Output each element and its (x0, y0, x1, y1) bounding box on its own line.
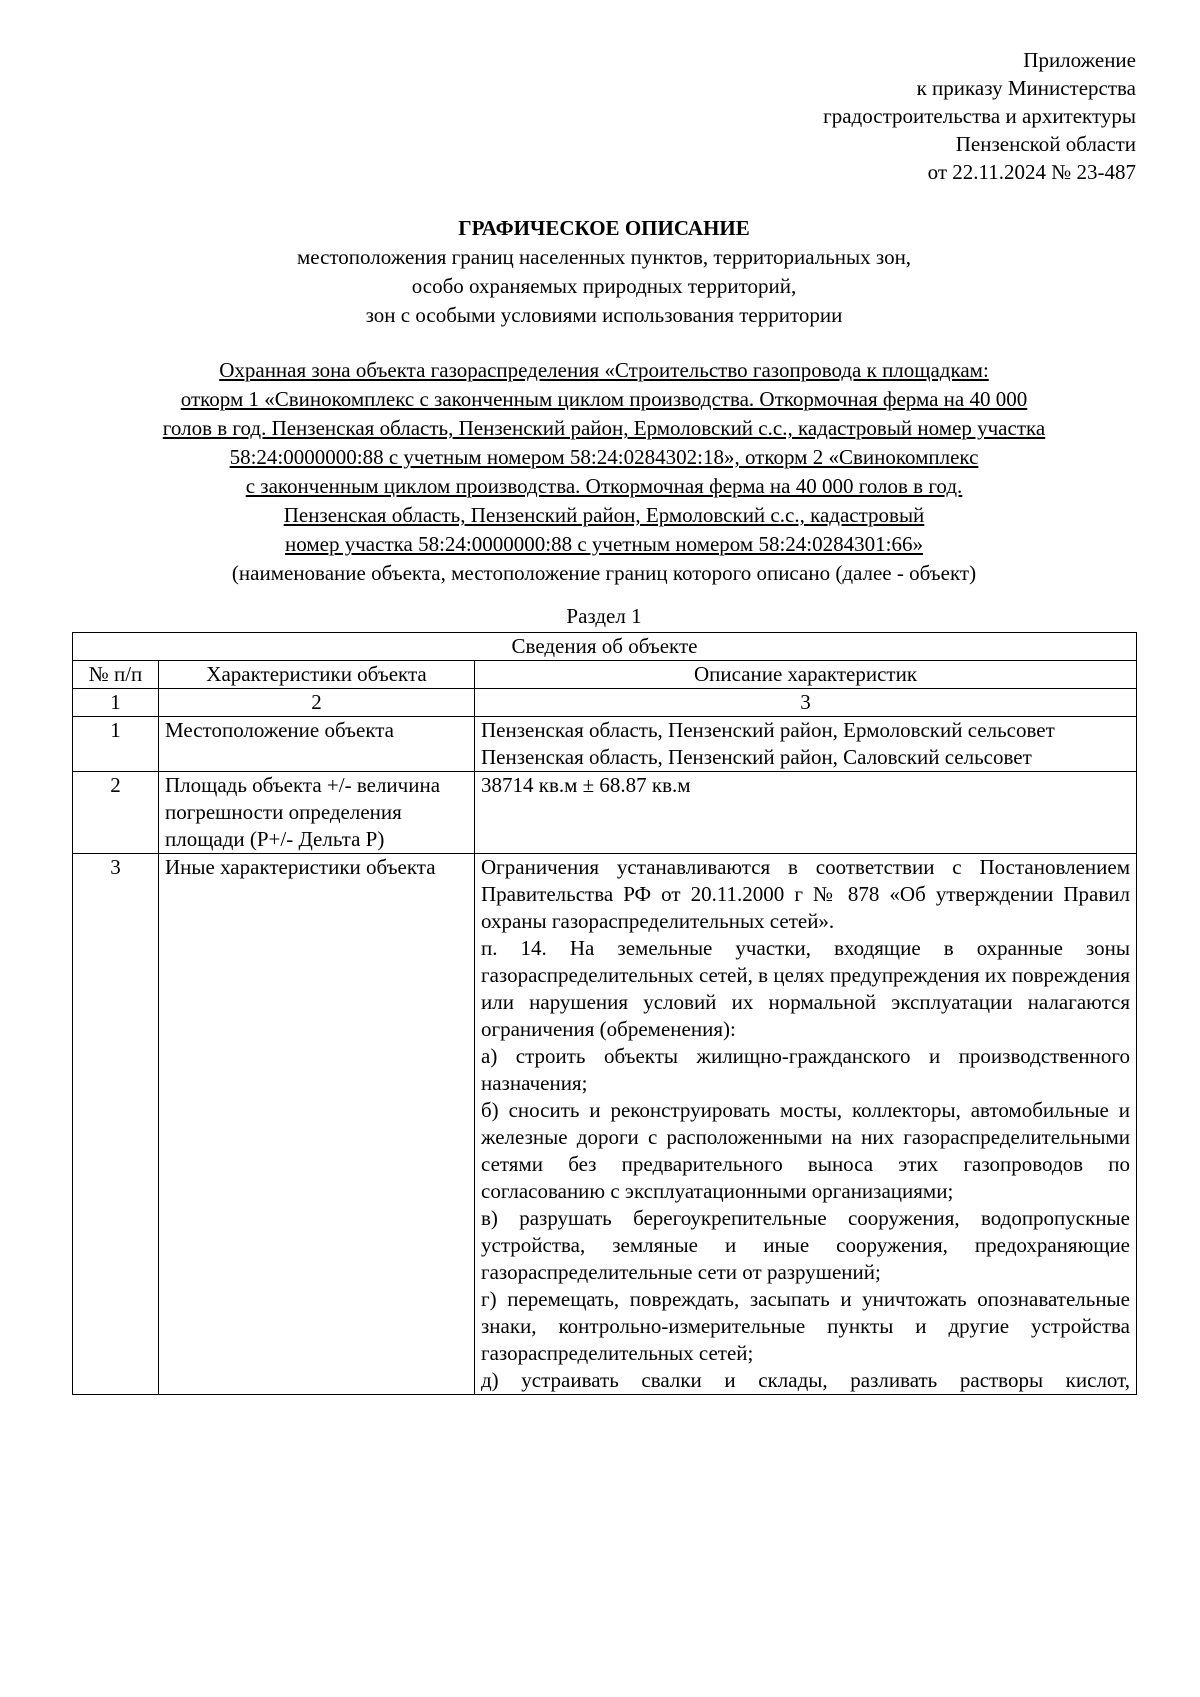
description-paragraph: 38714 кв.м ± 68.87 кв.м (481, 773, 691, 797)
object-name-line: голов в год. Пензенская область, Пензенский район, Ермоловский с.с., кадастровый номер участка (162, 416, 1046, 440)
document-subtitle-line: зон с особыми условиями использования территории (365, 303, 843, 327)
document-title-block (72, 214, 1136, 330)
description-paragraph: д) устраивать свалки и склады, разливать растворы кислот, (481, 1368, 1130, 1392)
description-paragraph: б) сносить и реконструировать мосты, коллекторы, автомобильные и железные дороги с расположенными на них газораспределительными сетями без предварительного выноса этих газопроводов по согласованию с эксплуатационными организациями; (481, 1098, 1130, 1203)
object-name-line: откорм 1 «Свинокомплекс с законченным циклом производства. Откормочная ферма на 40 000 (180, 387, 1028, 411)
column-number: 1 (73, 689, 159, 717)
table-caption: Сведения об объекте (73, 633, 1137, 661)
row-characteristic: Иные характеристики объекта (159, 854, 475, 1395)
approval-line: градостроительства и архитектуры (823, 104, 1136, 128)
approval-line: от 22.11.2024 № 23-487 (927, 160, 1136, 184)
header-characteristic: Характеристики объекта (159, 661, 475, 689)
description-paragraph: Пензенская область, Пензенский район, Ермоловский сельсовет (481, 718, 1055, 742)
table-header-row (73, 661, 1137, 689)
object-info-table (72, 632, 1137, 1395)
document-subtitle-line: местоположения границ населенных пунктов, территориальных зон, (296, 245, 912, 269)
section-heading: Раздел 1 (566, 604, 642, 628)
row-number: 1 (73, 717, 159, 772)
description-paragraph: г) перемещать, повреждать, засыпать и уничтожать опознавательные знаки, контрольно-измерительные пункты и другие устройства газораспределительных сетей; (481, 1287, 1130, 1365)
approval-line: Приложение (1023, 48, 1136, 72)
document-title: ГРАФИЧЕСКОЕ ОПИСАНИЕ (458, 216, 750, 240)
description-paragraph: в) разрушать берегоукрепительные сооружения, водопропускные устройства, земляные и иные сооружения, предохраняющие газораспределительные сети от разрушений; (481, 1206, 1130, 1284)
approval-block (616, 46, 1136, 186)
row-number: 3 (73, 854, 159, 1395)
row-description (475, 772, 1137, 854)
object-name-line: с законченным циклом производства. Откормочная ферма на 40 000 голов в год. (245, 474, 963, 498)
description-paragraph: Ограничения устанавливаются в соответствии с Постановлением Правительства РФ от 20.11.2000 г № 878 «Об утверждении Правил охраны газораспределительных сетей». (481, 855, 1130, 933)
table-row (73, 854, 1137, 1395)
object-name-note: (наименование объекта, местоположение границ которого описано (далее - объект) (231, 561, 977, 585)
row-characteristic: Площадь объекта +/- величина погрешности определения площади (P+/- Дельта P) (159, 772, 475, 854)
approval-line: Пензенской области (955, 132, 1136, 156)
object-name-block (72, 356, 1136, 588)
row-number: 2 (73, 772, 159, 854)
object-name-line: 58:24:0000000:88 с учетным номером 58:24:0284302:18», откорм 2 «Свинокомплекс (229, 445, 979, 469)
approval-line: к приказу Министерства (916, 76, 1136, 100)
document-subtitle-line: особо охраняемых природных территорий, (411, 274, 797, 298)
object-name-line: номер участка 58:24:0000000:88 с учетным номером 58:24:0284301:66» (285, 532, 923, 556)
table-column-number-row (73, 689, 1137, 717)
header-description: Описание характеристик (475, 661, 1137, 689)
column-number: 2 (159, 689, 475, 717)
description-paragraph: п. 14. На земельные участки, входящие в охранные зоны газораспределительных сетей, в целях предупреждения их повреждения или нарушения условий их нормальной эксплуатации налагаются ограничения (обременения): (481, 936, 1130, 1041)
column-number: 3 (475, 689, 1137, 717)
object-name-line: Пензенская область, Пензенский район, Ермоловский с.с., кадастровый (283, 503, 925, 527)
row-characteristic: Местоположение объекта (159, 717, 475, 772)
description-paragraph: а) строить объекты жилищно-гражданского и производственного назначения; (481, 1044, 1130, 1095)
row-description (475, 717, 1137, 772)
document-page (72, 0, 1136, 1697)
table-row (73, 717, 1137, 772)
object-name-line: Охранная зона объекта газораспределения «Строительство газопровода к площадкам: (219, 358, 989, 382)
table-row (73, 772, 1137, 854)
table-caption-row (73, 633, 1137, 661)
header-number: № п/п (73, 661, 159, 689)
row-description (475, 854, 1137, 1395)
description-paragraph: Пензенская область, Пензенский район, Саловский сельсовет (481, 745, 1032, 769)
